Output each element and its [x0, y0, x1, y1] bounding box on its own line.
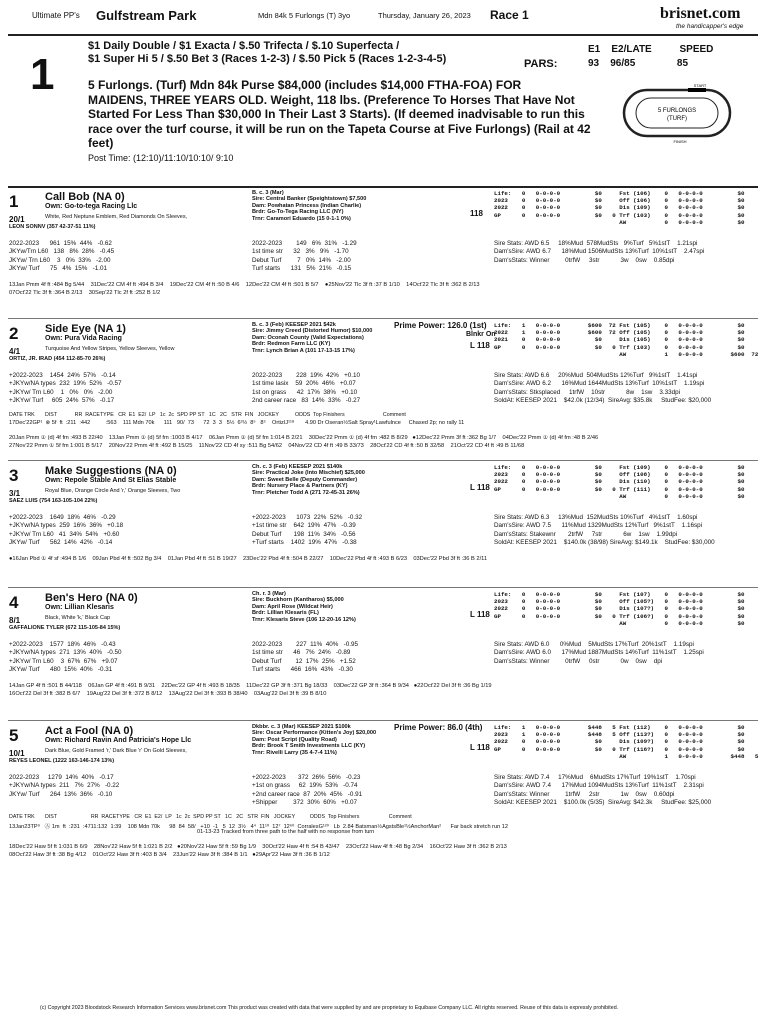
diagram-label: 5 FURLONGS — [657, 108, 697, 114]
breeding-line: Sire: Buckhorn (Kantharos) $5,000 — [252, 597, 344, 604]
silks: Black, White 'k,' Black Cap — [45, 615, 111, 621]
condition-line: 5 Furlongs. (Turf) Mdn 84k Purse $84,000 (includes $14,000 FTHA-FOA) FOR — [88, 78, 522, 92]
breeding-line: Ch. c. 3 (Feb) KEESEP 2021 $140k — [252, 464, 343, 470]
record-line: GP 0 0-0-0-0 $0 0 Trf (106?) 0 0-0-0-0 $0 — [494, 612, 745, 620]
trainer-stat: +JKYw/NA types 232 19% 52% -0.57 — [9, 380, 122, 388]
post-position: 5 — [9, 726, 19, 745]
diagram-label: (TURF) — [667, 116, 687, 122]
morning-line-odds: 10/1 — [9, 749, 25, 758]
pedigree-stat: Dam'sSire: AWD 7.4 17%Mud 1094MudSts 13%Turf 11%1stT 2.31spi — [494, 782, 704, 790]
pedigree-stat: Dam'sStats: Winner 0trfW 3str 3w 0sw 0.85dpi — [494, 256, 675, 264]
workout-line: 16Oct'22 Del 3f ft :382 B 6/7 19Aug'22 Del 3f ft :372 B 8/12 13Aug'22 Del 3f ft :393 B 38/40 03Aug'22 Del 3f ft :39 B 8/10 — [9, 691, 327, 697]
race-number: 1 — [30, 50, 55, 99]
entry-divider — [8, 720, 758, 721]
breeding-line: Dam: Oconah County (Valid Expectations) — [252, 334, 364, 341]
track-name: Gulfstream Park — [96, 8, 197, 23]
situation-stat: +2nd career race 87 20% 45% -0.91 — [252, 790, 363, 798]
record-line: 2023 1 0-0-0-0 $448 5 Off (113?) 0 0-0-0-0 $0 — [494, 731, 745, 739]
pedigree-stat: Dam'sSire: AWD 6.2 16%Mud 1644MudSts 13%Turf 10%1stT 1.19spi — [494, 380, 705, 388]
situation-stat: 1st time str 46 7% 24% -0.89 — [252, 649, 351, 657]
post-position: 4 — [9, 593, 19, 612]
breeding-line: B. c. 3 (Feb) KEESEP 2021 $42k — [252, 322, 336, 328]
breeding-line: Brdr: Nursery Place & Partners (KY) — [252, 483, 348, 490]
wagers-line-2: $1 Super Hi 5 / $.50 Bet 3 (Races 1-2-3) / $.50 Pick 5 (Races 1-2-3-4-5) — [88, 53, 447, 65]
breeding-line: Trnr: Caramori Eduardo (15 0-1-1 0%) — [252, 215, 351, 222]
entry-divider — [8, 318, 758, 319]
silks: White, Red Neptune Emblem, Red Diamonds On Sleeves, — [45, 214, 188, 220]
record-line: 2023 0 0-0-0-0 $0 Off (108) 0 0-0-0-0 $0 — [494, 471, 745, 479]
par-values: 93 96/85 85 — [588, 58, 689, 69]
pedigree-stat: Dam'sStats: Stksplaced 1trfW 10str 8w 1sw 3.33dpi — [494, 388, 680, 396]
situation-stat: +2022-2023 1073 22% 52% -0.32 — [252, 514, 363, 521]
breeding-line: Sire: Central Banker (Speightstown) $7,500 — [252, 196, 367, 203]
workout-line: 07Oct'22 Tlc 3f ft :364 B 2/13 30Sep'22 Tlc 2f ft :252 B 1/2 — [9, 290, 161, 296]
jockey: ORTIZ, JR. IRAD (454 112-85-70 26%) — [9, 356, 106, 362]
record-line: Life: 0 0-0-0-0 $0 Fst (109) 0 0-0-0-0 $0 — [494, 464, 745, 471]
record-line: Life: 0 0-0-0-0 $0 Fst (106) 0 0-0-0-0 $0 — [494, 190, 745, 197]
workout-line: 13Jan Pmm 4f ft :484 Bg 5/44 31Dec'22 CM 4f ft :494 B 3/4 19Dec'22 CM 4f ft :50 B 4/6 12Dec'22 CM 4f ft :501 B 5/7 ●25Nov'22 Tlc 3f ft :37 B 1/10 14Oct'22 Tlc 3f ft :362 B 2/13 — [9, 282, 480, 288]
silks: Turquoise And Yellow Stripes, Yellow Sleeves, Yellow — [45, 346, 175, 352]
record-line: GP 0 0-0-0-0 $0 0 Trf (103) 0 0-0-0-0 $0 — [494, 211, 745, 219]
breeding-line: Dkbbr. c. 3 (Mar) KEESEP 2021 $100k — [252, 724, 351, 730]
trainer-stat: JKYw/ Turf 480 15% 40% -0.31 — [9, 666, 113, 674]
record-line: GP 0 0-0-0-0 $0 0 Trf (116?) 0 0-0-0-0 $0 — [494, 745, 745, 753]
morning-line-odds: 3/1 — [9, 489, 21, 498]
trainer-stat: JKYw/ Trn L60 3 0% 33% -2.00 — [9, 256, 111, 264]
silks: Royal Blue, Orange Circle And 'r,' Orange Sleeves, Two — [45, 488, 181, 494]
record-line: 2022 0 0-0-0-0 $0 Dis (109) 0 0-0-0-0 $0 — [494, 204, 745, 212]
entry-divider — [8, 460, 758, 461]
par-headers: E1 E2/LATE SPEED — [588, 44, 714, 55]
situation-stat: Debut Turf 12 17% 25% +1.52 — [252, 657, 356, 665]
owner: Own: Go-to-tega Racing Llc — [45, 203, 138, 210]
weight: L 118 — [470, 341, 490, 350]
situation-stat: Turf starts 466 16% 43% -0.30 — [252, 666, 353, 674]
condition-line: race over the turf course, it will be run on the Tapeta Course at Five Furlongs) (Rail at 42 — [88, 121, 591, 136]
breeding-line: Brdr: Redmon Farm LLC (KY) — [252, 341, 331, 348]
prime-power: Prime Power: 86.0 (4th) — [394, 723, 483, 732]
breeding-line: Dam: April Rose (Wildcat Heir) — [252, 603, 333, 610]
horse-name[interactable]: Call Bob (NA 0) — [45, 191, 125, 203]
situation-stat: +Turf starts 1402 19% 47% -0.38 — [252, 539, 357, 547]
breeding-line: Trnr: Lynch Brian A (101 17-13-15 17%) — [252, 347, 355, 354]
past-performance-line: 01-13-23 Tracked from three path to the half with no response from turn — [9, 829, 375, 835]
situation-stat: 1st on grass 42 17% 38% +0.10 — [252, 388, 358, 396]
morning-line-odds: 8/1 — [9, 616, 21, 625]
situation-stat: +1st on grass 62 19% 53% -0.74 — [252, 782, 358, 790]
entry-divider — [8, 587, 758, 588]
situation-stat: +Shipper 372 30% 60% +0.07 — [252, 799, 358, 807]
post-position: 2 — [9, 324, 19, 343]
wagers-line-1: $1 Daily Double / $1 Exacta / $.50 Trifecta / $.10 Superfecta / — [88, 40, 400, 52]
trainer-stat: +JKYw/ Trn L60 41 34% 54% +0.60 — [9, 530, 120, 538]
record-line: AW 1 0-0-0-0 $448 5 — [494, 752, 759, 760]
product-label: Ultimate PP's — [32, 11, 80, 20]
trainer-stat: JKYw/ Turf 75 4% 15% -1.01 — [9, 265, 107, 273]
workout-line: 27Nov'22 Pmm ① 5f fm 1:001 B 5/17 20Nov'22 Pmm 4f ft :492 B 15/25 11Nov'22 CD 4f sy :511 Bg 54/62 04Nov'22 CD 4f ft :49 B 33/73 28Oct'22 CD 4f ft :50 B 32/58 21Oct'22 CD 4f ft :49 B 11/68 — [9, 443, 525, 449]
pedigree-stat: Sire Stats: AWD 7.4 17%Mud 6MudSts 17%Turf 19%1stT 1.70spi — [494, 774, 696, 781]
silks: Dark Blue, Gold Framed 'r,' Dark Blue 'r' On Gold Sleeves, — [45, 748, 187, 754]
record-line: AW 1 0-0-0-0 $600 72 — [494, 350, 759, 358]
breeding-line: Trnr: Rivelli Larry (35 4-7-4 11%) — [252, 749, 337, 756]
record-line: AW 0 0-0-0-0 $0 — [494, 619, 745, 627]
situation-stat: Debut Turf 7 0% 14% -2.00 — [252, 256, 351, 264]
workout-line: 14Jan GP 4f ft :501 B 44/118 06Jan GP 4f ft :491 B 9/31 22Dec'22 GP 4f ft :493 B 18/35 11Dec'22 GP 3f ft :371 Bg 18/33 03Dec'22 GP 3f ft :364 B 9/34 ●22Oct'22 Del 3f ft :36 Bg 1/19 — [9, 683, 492, 689]
post-time: Post Time: (12:10)/11:10/10:10/ 9:10 — [88, 153, 234, 163]
copyright-footer: (c) Copyright 2023 Bloodstock Research Information Services www.brisnet.com This product was created with data that were supplied by and are proprietary to Equibase Company LLC. All rights reserved. Reuse of this data is expressly prohibited. — [40, 1005, 619, 1011]
breeding-line: Dam: Powhatan Princess (Indian Charlie) — [252, 202, 362, 209]
workout-line: 20Jan Pmm ① (d) 4f fm :493 B 22/40 13Jan Pmm ① (d) 5f fm :1003 B 4/17 06Jan Pmm ① (d) 5f fm 1:014 B 2/21 30Dec'22 Pmm ① (d) 4f fm :482 B 8/29 ●12Dec'22 Pmm 3f ft :362 Bg 1/7 04Dec'22 Pmm ① (d) 4f fm :48 B 2/46 — [9, 435, 599, 441]
past-performance-header: DATE TRK DIST RR RACETYPE CR E1 E2/ LP 1c 2c SPD PP ST 1C 2C STR FIN JOCKEY ODDS Top Finishers Comment — [9, 412, 406, 418]
owner: Own: Repole Stable And St Elias Stable — [45, 477, 177, 484]
situation-stat: +2022-2023 372 26% 56% -0.23 — [252, 774, 361, 781]
horse-name[interactable]: Ben's Hero (NA 0) — [45, 592, 138, 604]
pedigree-stat: SoldAt: KEESEP 2021 $42.0k (12/34) SireAvg: $35.8k StudFee: $20,000 — [494, 397, 712, 405]
horse-name[interactable]: Side Eye (NA 1) — [45, 323, 126, 335]
breeding-line: Brdr: Brook T Smith Investments LLC (KY) — [252, 743, 366, 750]
breeding-line: Trnr: Klesaris Steve (106 12-20-16 12%) — [252, 616, 356, 623]
jockey: GAFFALIONE TYLER (672 115-105-84 15%) — [9, 625, 121, 631]
post-position: 1 — [9, 192, 19, 211]
owner: Own: Pura Vida Racing — [45, 335, 122, 342]
pedigree-stat: Sire Stats: AWD 6.3 13%Mud 152MudSts 10%Turf 4%1stT 1.60spi — [494, 514, 698, 521]
situation-stat: Turf starts 131 5% 21% -0.15 — [252, 265, 352, 273]
trainer-stat: +JKYw/NA types 211 7% 27% -0.22 — [9, 782, 120, 790]
trainer-stat: +JKYw/ Trn L60 1 0% 0% -2.00 — [9, 388, 113, 396]
race-conditions — [88, 78, 648, 151]
brand-tagline: the handicapper's edge — [676, 23, 744, 30]
trainer-stat: JKYw/ Turf 562 14% 42% -0.14 — [9, 539, 113, 547]
situation-stat: 1st time lasix 59 20% 46% +0.07 — [252, 380, 356, 388]
pedigree-stat: SoldAt: KEESEP 2021 $140.0k (38/98) SireAvg: $149.1k StudFee: $30,000 — [494, 539, 715, 547]
condition-line: Started For Less Than $30,000 In Their Last 3 Starts). (If deemed inadvisable to run this — [88, 107, 585, 121]
trainer-stat: +2022-2023 1649 18% 46% -0.29 — [9, 514, 116, 521]
race-info: Mdn 84k 5 Furlongs (T) 3yo — [258, 11, 351, 20]
record-line: GP 0 0-0-0-0 $0 0 Trf (103) 0 0-0-0-0 $0 — [494, 343, 745, 351]
weight: L 118 — [470, 743, 490, 752]
situation-stat: 2nd career race 83 14% 33% -0.27 — [252, 397, 361, 405]
pedigree-stat: Dam'sStats: Winner 1trfW 2str 1w 0sw 0.60dpi — [494, 790, 675, 798]
breeding-line: Ch. r. 3 (Mar) — [252, 591, 286, 597]
record-line: Life: 0 0-0-0-0 $0 Fst (107) 0 0-0-0-0 $0 — [494, 591, 745, 598]
breeding-line: Dam: Post Script (Quality Road) — [252, 736, 337, 743]
trainer-stat: 2022-2023 1279 14% 40% -0.17 — [9, 774, 114, 781]
pars-label: PARS: — [524, 58, 558, 70]
past-performance-line: 13Jan23TP⁹ Ⓐ 1m ft :231 :4711:132 1:39 108 Mdn 70k 98 84 58/ +10 -1 5 12 3½ 4⁴ 11¹⁰ 12⁷ 12⁶⁰ CorralesG¹²⁰ Lb 2.84 Batsman½AgstsBle¹½AnchorMan² Far back stretch run 12 — [9, 824, 508, 830]
record-line: Life: 1 0-0-0-0 $448 5 Fst (112) 0 0-0-0-0 $0 — [494, 724, 745, 731]
track-diagram — [620, 82, 736, 144]
record-line: GP 0 0-0-0-0 $0 0 Trf (111) 0 0-0-0-0 $0 — [494, 485, 745, 493]
weight: 118 — [470, 209, 483, 218]
brand-logo: brisnet.com — [660, 5, 741, 22]
breeding-line: Dam: Sweet Belle (Deputy Commander) — [252, 476, 358, 483]
situation-stat: 2022-2023 227 11% 40% -0.95 — [252, 641, 358, 648]
breeding-line: B. c. 3 (Mar) — [252, 190, 284, 196]
breeding-line: Brdr: Go-To-Tega Racing LLC (NY) — [252, 209, 344, 216]
record-line: 2023 0 0-0-0-0 $0 Off (106) 0 0-0-0-0 $0 — [494, 197, 745, 205]
pedigree-stat: Dam'sSire: AWD 6.7 18%Mud 1506MudSts 13%Turf 10%1stT 2.47spi — [494, 248, 705, 256]
situation-stat: Debut Turf 198 11% 34% -0.56 — [252, 530, 356, 538]
breeding-line: Sire: Jimmy Creed (Distorted Humor) $10,000 — [252, 328, 373, 335]
record-line: 2022 0 0-0-0-0 $0 Dis (107?) 0 0-0-0-0 $0 — [494, 605, 745, 613]
trainer-stat: +2022-2023 1577 18% 46% -0.43 — [9, 641, 116, 648]
horse-name[interactable]: Act a Fool (NA 0) — [45, 725, 134, 737]
pedigree-stat: Dam'sStats: Winner 0trfW 0str 0w 0sw dpi — [494, 657, 663, 665]
record-line: AW 0 0-0-0-0 $0 — [494, 492, 745, 500]
jockey: REYES LEONEL (1222 163-146-174 13%) — [9, 758, 115, 764]
pedigree-stat: Dam'sSire: AWD 6.0 17%Mud 1887MudSts 14%Turf 11%1stT 1.25spi — [494, 649, 704, 657]
pedigree-stat: SoldAt: KEESEP 2021 $100.0k (5/35) SireAvg: $42.3k StudFee: $25,000 — [494, 799, 712, 807]
trainer-stat: JKYw/ Turf 264 13% 36% -0.10 — [9, 790, 113, 798]
condition-line: MAIDENS, THREE YEARS OLD. Weight, 118 lbs. (Preference To Horses That Have Not — [88, 92, 575, 107]
breeding-line: Sire: Practical Joke (Into Mischief) $25,000 — [252, 470, 365, 477]
trainer-stat: +JKYw/ Trn L60 3 67% 67% +9.07 — [9, 657, 118, 665]
weight: L 118 — [470, 610, 490, 619]
horse-name[interactable]: Make Suggestions (NA 0) — [45, 465, 177, 477]
trainer-stat: 2022-2023 961 15% 44% -0.62 — [9, 240, 112, 247]
trainer-stat: +JKYw/NA types 259 16% 36% +0.18 — [9, 522, 124, 530]
pedigree-stat: Dam'sStats: Stakewnr 2trfW 7str 6w 1sw 1.99dpi — [494, 530, 678, 538]
situation-stat: 2022-2023 228 19% 42% +0.10 — [252, 372, 361, 379]
trainer-stat: +2022-2023 1454 24% 57% -0.14 — [9, 372, 116, 379]
record-line: 2022 0 0-0-0-0 $0 Dis (109?) 0 0-0-0-0 $0 — [494, 738, 745, 746]
trainer-stat: +JKYw/NA types 271 13% 40% -0.50 — [9, 649, 122, 657]
blinkers: Blnkr On — [466, 331, 496, 338]
jockey: LEON SONNV (357 42-37-51 11%) — [9, 224, 96, 230]
trainer-stat: +JKYw/ Turf 605 24% 57% -0.17 — [9, 397, 115, 405]
jockey: SAEZ LUIS (754 163-105-104 22%) — [9, 498, 98, 504]
pedigree-stat: Sire Stats: AWD 6.5 18%Mud 578MudSts 9%Turf 5%1stT 1.21spi — [494, 240, 698, 247]
trainer-stat: JKYw/Trn L60 138 8% 28% -0.45 — [9, 248, 115, 256]
weight: L 118 — [470, 483, 490, 492]
past-performance-line: 17Dec'22GP¹ ⊗ 5f ft :211 :442 :563 111 Mdn 70k 111 90/ 73 72 3 3 5½ 6³½ 8⁵ 8⁵ OrtizIJ¹¹⁸ 4.90 Dr Oseran½Salt Spray¹Lawfulnce Chased 2p; no rally 11 — [9, 420, 465, 426]
condition-line: feet) — [88, 136, 114, 150]
record-line: 2021 0 0-0-0-0 $0 Dis (105) 0 0-0-0-0 $0 — [494, 336, 745, 344]
morning-line-odds: 20/1 — [9, 215, 25, 224]
pedigree-stat: Sire Stats: AWD 6.0 0%Mud 5MudSts 17%Turf 20%1stT 1.19spi — [494, 641, 694, 648]
record-line: AW 0 0-0-0-0 $0 — [494, 218, 745, 226]
situation-stat: +1st time str 642 19% 47% -0.39 — [252, 522, 356, 530]
diagram-finish: FINISH — [673, 139, 687, 144]
breeding-line: Brdr: Lillian Klesaris (FL) — [252, 610, 319, 617]
record-line: 2022 0 0-0-0-0 $0 Dis (110) 0 0-0-0-0 $0 — [494, 478, 745, 486]
diagram-start: START — [693, 83, 707, 88]
record-line: Life: 1 0-0-0-0 $600 72 Fst (105) 0 0-0-0-0 $0 — [494, 322, 745, 329]
post-position: 3 — [9, 466, 19, 485]
breeding-line: Trnr: Pletcher Todd A (271 72-45-31 26%) — [252, 489, 360, 496]
workout-line: ●16Jan Pbd ① 4f sf :494 B 1/6 09Jan Pbd 4f ft :502 Bg 3/4 01Jan Pbd 4f ft :51 B 19/27 23Dec'22 Pbd 4f ft :504 B 22/27 10Dec'22 Pbd 4f ft :493 B 6/23 03Dec'22 Pbd 3f ft :36 B 2/11 — [9, 556, 488, 562]
situation-stat: 1st time str 32 3% 9% -1.70 — [252, 248, 349, 256]
breeding-line: Sire: Oscar Performance (Kitten's Joy) $20,000 — [252, 730, 377, 737]
owner: Own: Lillian Klesaris — [45, 604, 114, 611]
situation-stat: 2022-2023 149 6% 31% -1.29 — [252, 240, 357, 247]
morning-line-odds: 4/1 — [9, 347, 21, 356]
pedigree-stat: Dam'sSire: AWD 7.5 11%Mud 1329MudSts 12%Turf 9%1stT 1.16spi — [494, 522, 703, 530]
owner: Own: Richard Ravin And Patricia's Hope Llc — [45, 737, 192, 744]
race-label: Race 1 — [490, 8, 529, 22]
workout-line: 18Dec'22 Haw 5f ft 1:031 B 6/9 28Nov'22 Haw 5f ft 1:021 B 2/2 ●20Nov'22 Haw 5f ft :59 Bg 1/9 30Oct'22 Haw 4f ft :54 B 43/47 23Oct'22 Haw 4f ft :48 Bg 2/34 16Oct'22 Haw 3f ft :362 B 2/13 — [9, 844, 507, 850]
prime-power: Prime Power: 126.0 (1st) — [394, 321, 487, 330]
workout-line: 08Oct'22 Haw 3f ft :38 Bg 4/12 01Oct'22 Haw 3f ft :403 B 3/4 23Jun'22 Haw 3f ft :384 B 1/1 ●29Apr'22 Haw 3f ft :36 B 1/12 — [9, 852, 330, 858]
pedigree-stat: Sire Stats: AWD 6.6 20%Mud 504MudSts 12%Turf 9%1stT 1.41spi — [494, 372, 698, 379]
record-line: 2022 1 0-0-0-0 $600 72 Off (105) 0 0-0-0-0 $0 — [494, 329, 745, 337]
race-date: Thursday, January 26, 2023 — [378, 11, 471, 20]
past-performance-header: DATE TRK DIST RR RACETYPE CR E1 E2/ LP 1c 2c SPD PP ST 1C 2C STR FIN JOCKEY ODDS Top Finishers Comment — [9, 814, 412, 820]
record-line: 2023 0 0-0-0-0 $0 Off (105?) 0 0-0-0-0 $0 — [494, 598, 745, 606]
